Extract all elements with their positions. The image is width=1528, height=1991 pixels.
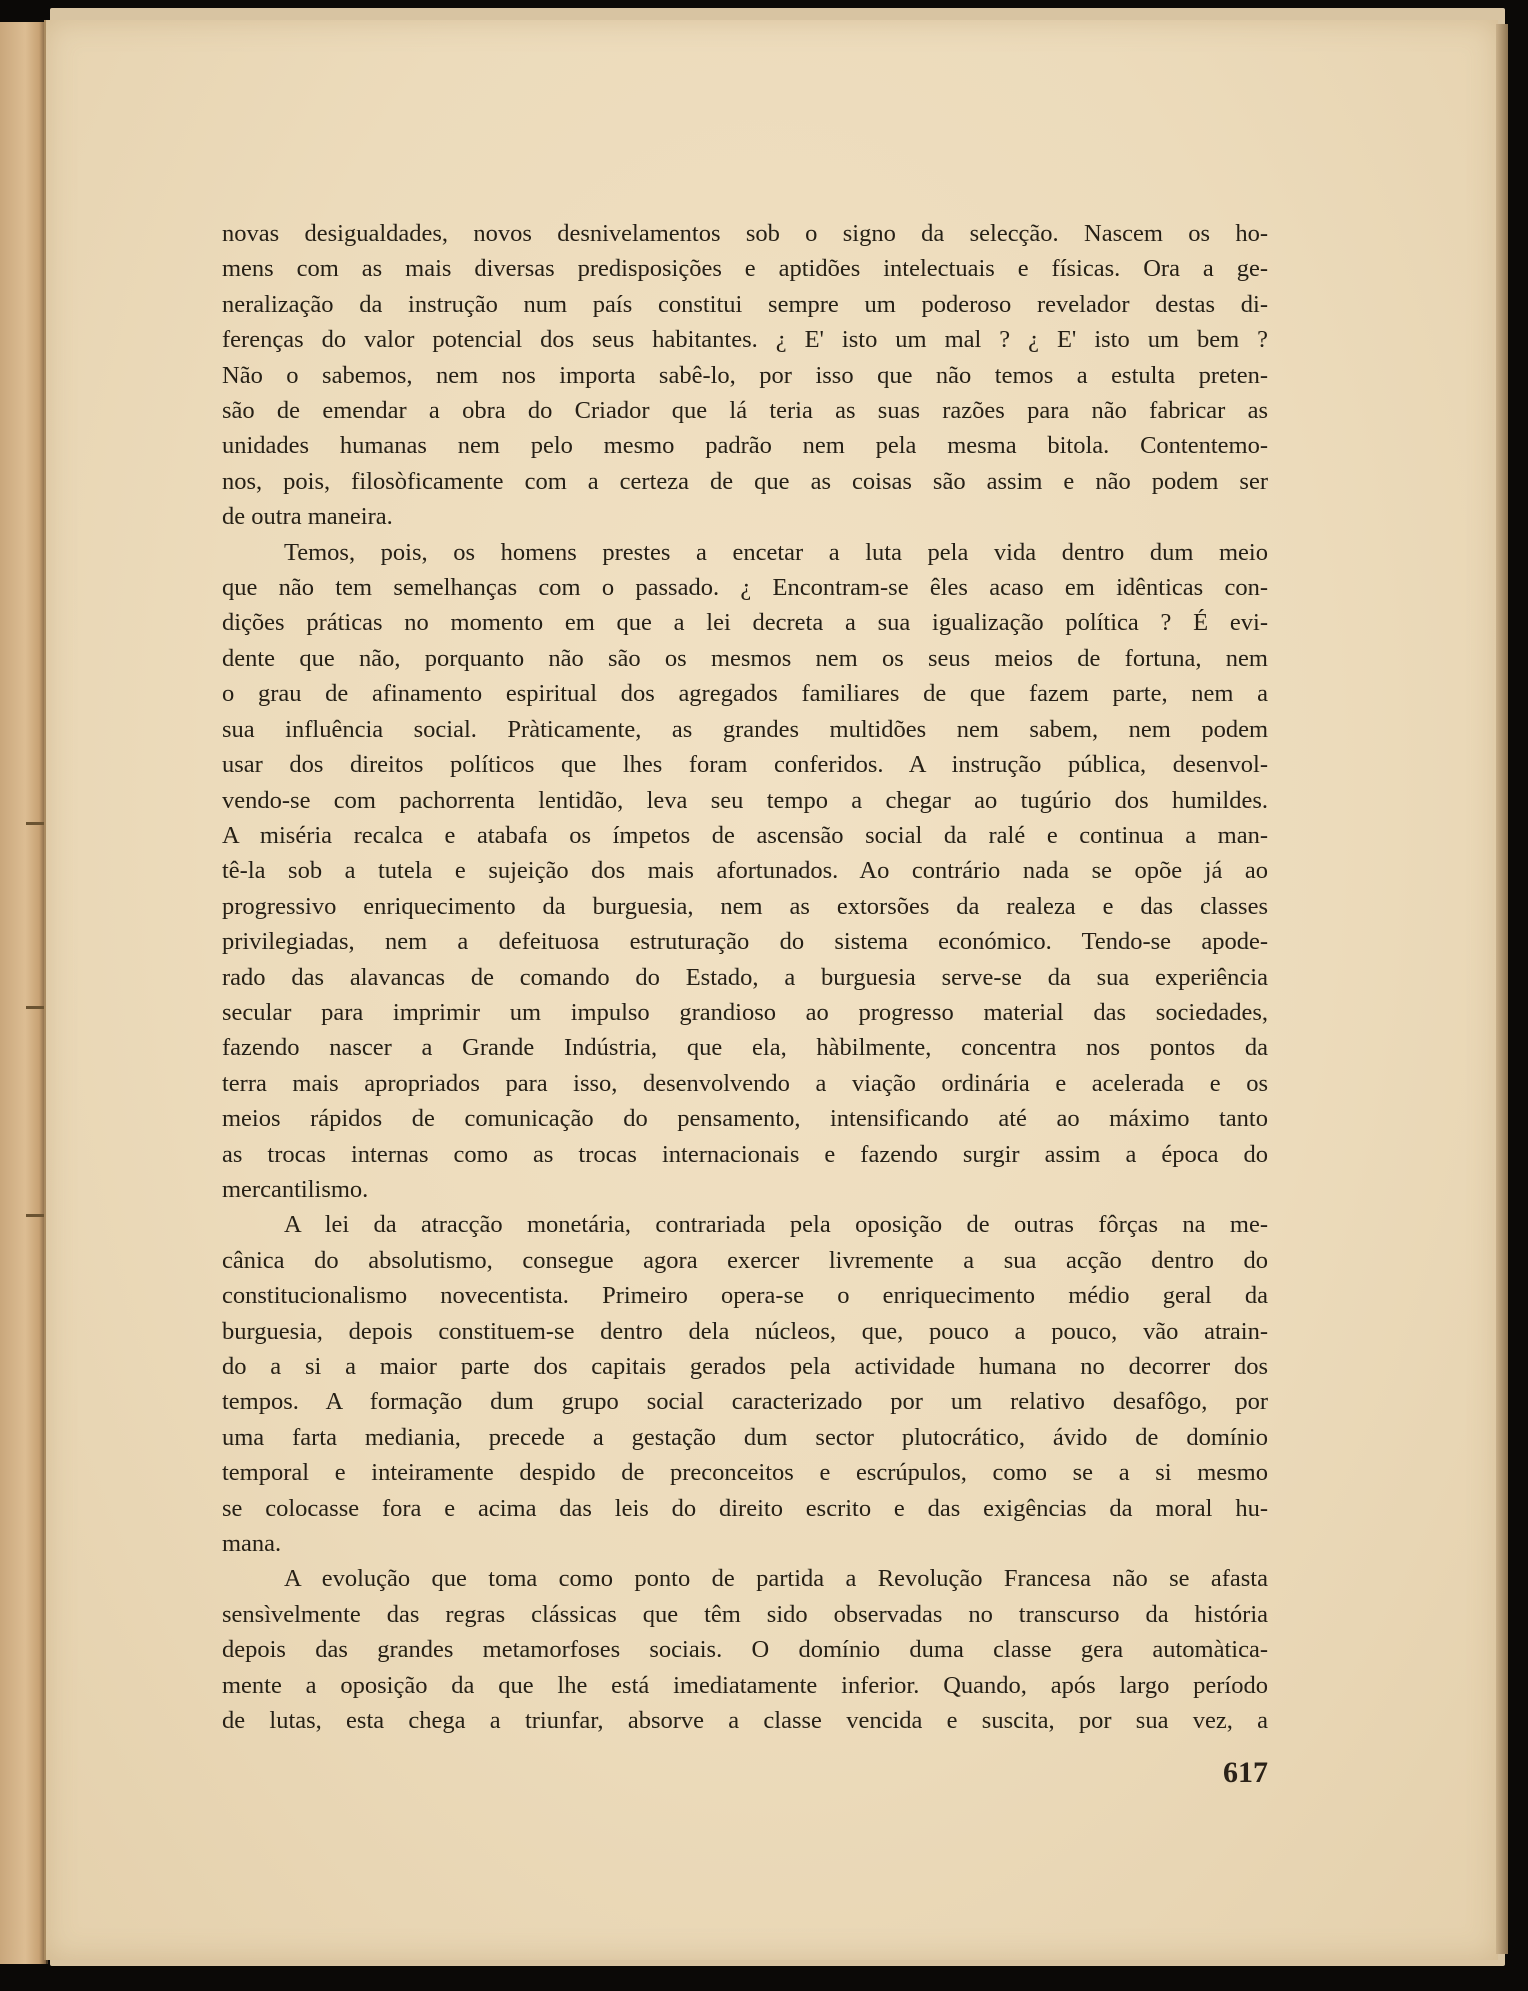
paragraph-2 [222, 535, 1268, 1208]
text-line: nos, pois, filosòficamente com a certeza de que as coisas são assim e não podem ser [222, 467, 1268, 495]
body-text [222, 216, 1268, 1738]
text-line: fazendo nascer a Grande Indústria, que ela, hàbilmente, concentra nos pontos da [222, 1034, 1268, 1062]
text-line: vendo-se com pachorrenta lentidão, leva seu tempo a chegar ao tugúrio dos humildes. [222, 786, 1268, 814]
text-line: que não tem semelhanças com o passado. ¿ Encontram-se êles acaso em idênticas con- [222, 574, 1268, 602]
text-line: progressivo enriquecimento da burguesia, nem as extorsões da realeza e das classes [222, 892, 1268, 920]
text-line: são de emendar a obra do Criador que lá teria as suas razões para não fabricar as [222, 397, 1268, 425]
paragraph-1 [222, 216, 1268, 535]
text-line: se colocasse fora e acima das leis do direito escrito e das exigências da moral hu- [222, 1494, 1268, 1522]
text-line: uma farta mediania, precede a gestação dum sector plutocrático, ávido de domínio [222, 1423, 1268, 1451]
text-line: A lei da atracção monetária, contrariada pela oposição de outras fôrças na me- [284, 1211, 1268, 1239]
text-line: depois das grandes metamorfoses sociais. O domínio duma classe gera automàtica- [222, 1636, 1268, 1664]
text-line: tempos. A formação dum grupo social caracterizado por um relativo desafôgo, por [222, 1388, 1268, 1416]
text-line: A miséria recalca e atabafa os ímpetos de ascensão social da ralé e continua a man- [222, 821, 1268, 849]
text-line: tê-la sob a tutela e sujeição dos mais afortunados. Ao contrário nada se opõe já ao [222, 857, 1268, 885]
text-line: Temos, pois, os homens prestes a encetar a luta pela vida dentro dum meio [284, 538, 1268, 566]
text-line: novas desigualdades, novos desnivelamentos sob o signo da selecção. Nascem os ho- [222, 220, 1268, 247]
page-number: 617 [1223, 1756, 1268, 1789]
paragraph-4 [222, 1561, 1268, 1738]
text-line: mercantilismo. [222, 1175, 369, 1203]
text-line: A evolução que toma como ponto de partida a Revolução Francesa não se afasta [284, 1565, 1268, 1593]
text-line: cânica do absolutismo, consegue agora exercer livremente a sua acção dentro do [222, 1246, 1268, 1274]
text-line: rado das alavancas de comando do Estado, a burguesia serve-se da sua experiência [222, 963, 1268, 991]
text-line: sensìvelmente das regras clássicas que têm sido observadas no transcurso da história [222, 1600, 1268, 1628]
text-line: usar dos direitos políticos que lhes foram conferidos. A instrução pública, desenvol- [222, 751, 1268, 779]
text-line: unidades humanas nem pelo mesmo padrão nem pela mesma bitola. Contentemo- [222, 432, 1268, 460]
text-line: mens com as mais diversas predisposições e aptidões intelectuais e físicas. Ora a ge- [222, 255, 1268, 283]
text-line: constitucionalismo novecentista. Primeiro opera-se o enriquecimento médio geral da [222, 1282, 1268, 1310]
text-line: mente a oposição da que lhe está imediatamente inferior. Quando, após largo período [222, 1671, 1268, 1699]
text-line: dente que não, porquanto não são os mesmos nem os seus meios de fortuna, nem [222, 644, 1268, 672]
text-line: as trocas internas como as trocas internacionais e fazendo surgir assim a época do [222, 1140, 1268, 1168]
text-line: de lutas, esta chega a triunfar, absorve a classe vencida e suscita, por sua vez, a [222, 1707, 1268, 1735]
text-line: meios rápidos de comunicação do pensamento, intensificando até ao máximo tanto [222, 1105, 1268, 1133]
text-line: burguesia, depois constituem-se dentro dela núcleos, que, pouco a pouco, vão atrain- [222, 1317, 1268, 1345]
text-line: mana. [222, 1530, 282, 1558]
text-line: temporal e inteiramente despido de preconceitos e escrúpulos, como se a si mesmo [222, 1459, 1268, 1487]
page-right-edge [1496, 24, 1508, 1954]
text-line: dições práticas no momento em que a lei decreta a sua igualização política ? É evi- [222, 609, 1268, 637]
text-line: do a si a maior parte dos capitais gerados pela actividade humana no decorrer dos [222, 1353, 1268, 1380]
text-line: terra mais apropriados para isso, desenvolvendo a viação ordinária e acelerada e os [222, 1069, 1268, 1097]
facing-page-edge [0, 22, 48, 1964]
text-line: privilegiadas, nem a defeituosa estruturação do sistema económico. Tendo-se apode- [222, 928, 1268, 956]
text-line: sua influência social. Pràticamente, as grandes multidões nem sabem, nem podem [222, 715, 1268, 743]
text-line: de outra maneira. [222, 503, 393, 531]
text-line: secular para imprimir um impulso grandioso ao progresso material das sociedades, [222, 998, 1268, 1026]
paragraph-3 [222, 1207, 1268, 1561]
text-line: Não o sabemos, nem nos importa sabê-lo, por isso que não temos a estulta preten- [222, 361, 1268, 389]
text-line: o grau de afinamento espiritual dos agregados familiares de que fazem parte, nem a [222, 680, 1268, 708]
text-line: ferenças do valor potencial dos seus habitantes. ¿ E' isto um mal ? ¿ E' isto um bem ? [222, 326, 1268, 354]
text-line: neralização da instrução num país constitui sempre um poderoso revelador destas di- [222, 290, 1268, 318]
